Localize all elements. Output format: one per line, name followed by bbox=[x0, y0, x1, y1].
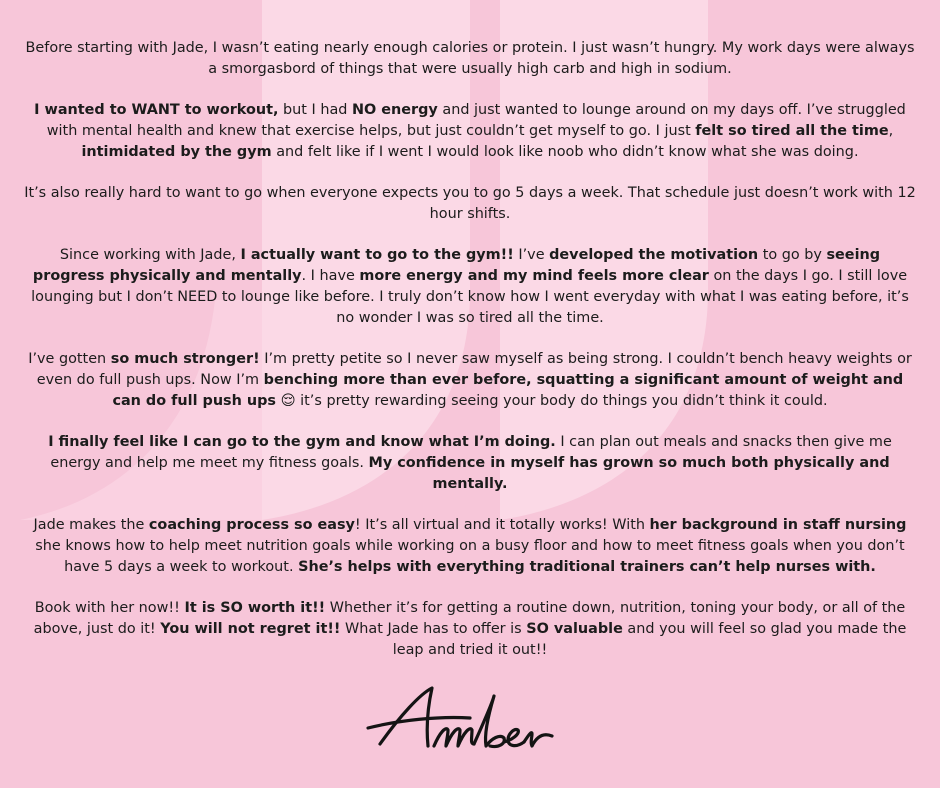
testimonial-paragraph bbox=[22, 38, 918, 80]
testimonial-paragraph bbox=[22, 515, 918, 578]
emphasis-text: You will not regret it!! bbox=[160, 621, 341, 637]
emphasis-text: so much stronger! bbox=[110, 351, 260, 367]
signature bbox=[360, 676, 580, 776]
body-text: I’m pretty petite so I never saw myself as being strong. I couldn’t bench heavy weights or even do full push ups. Now I’m bbox=[36, 351, 912, 388]
emphasis-text: She’s helps with everything traditional trainers can’t help nurses with. bbox=[298, 559, 876, 575]
emphasis-text: developed the motivation bbox=[549, 247, 759, 263]
body-text: Jade makes the bbox=[33, 517, 149, 533]
body-text: ! It’s all virtual and it totally works! With bbox=[354, 517, 650, 533]
emphasis-text: intimidated by the gym bbox=[81, 144, 272, 160]
emphasis-text: her background in staff nursing bbox=[649, 517, 907, 533]
body-text: on the days I go. I still love lounging but I don’t NEED to lounge like before. I truly don’t know how I went everyday with what I was eating before, it’s no wonder I was so tired all the time. bbox=[31, 268, 909, 326]
body-text: , bbox=[888, 123, 894, 139]
body-text: Before starting with Jade, I wasn’t eating nearly enough calories or protein. I just wasn’t hungry. My work days were always a smorgasbord of things that were usually high carb and high in sodium. bbox=[25, 40, 915, 77]
emphasis-text: I finally feel like I can go to the gym and know what I’m doing. bbox=[48, 434, 556, 450]
testimonial-paragraph bbox=[22, 100, 918, 163]
body-text: and you will feel so glad you made the leap and tried it out!! bbox=[392, 621, 907, 658]
body-text: she knows how to help meet nutrition goals while working on a busy floor and how to meet fitness goals when you don’t have 5 days a week to workout. bbox=[35, 538, 905, 575]
body-text: to go by bbox=[758, 247, 827, 263]
body-text: Whether it’s for getting a routine down, nutrition, toning your body, or all of the above, just do it! bbox=[33, 600, 906, 637]
emphasis-text: benching more than ever before, squatting a significant amount of weight and can do full push ups bbox=[112, 372, 904, 409]
body-text: What Jade has to offer is bbox=[340, 621, 527, 637]
body-text: Since working with Jade, bbox=[59, 247, 241, 263]
testimonial-paragraph bbox=[22, 183, 918, 225]
body-text: I can plan out meals and snacks then give me energy and help me meet my fitness goals. bbox=[50, 434, 892, 471]
body-text: Book with her now!! bbox=[34, 600, 185, 616]
body-text: . I have bbox=[301, 268, 360, 284]
testimonial-paragraph bbox=[22, 245, 918, 329]
body-text: and felt like if I went I would look like noob who didn’t know what she was doing. bbox=[271, 144, 859, 160]
body-text: I’ve gotten bbox=[28, 351, 111, 367]
emphasis-text: I actually want to go to the gym!! bbox=[240, 247, 514, 263]
body-text: It’s also really hard to want to go when everyone expects you to go 5 days a week. That schedule just doesn’t work with 12 hour shifts. bbox=[24, 185, 916, 222]
body-text: but I had bbox=[278, 102, 352, 118]
emphasis-text: SO valuable bbox=[526, 621, 623, 637]
emphasis-text: more energy and my mind feels more clear bbox=[359, 268, 709, 284]
emphasis-text: It is SO worth it!! bbox=[184, 600, 326, 616]
emphasis-text: I wanted to WANT to workout, bbox=[34, 102, 279, 118]
testimonial-paragraph bbox=[22, 432, 918, 495]
emphasis-text: seeing progress physically and mentally bbox=[32, 247, 881, 284]
body-text: I’ve bbox=[513, 247, 550, 263]
testimonial-paragraph bbox=[22, 349, 918, 412]
body-text: 😌 it’s pretty rewarding seeing your body do things you didn’t think it could. bbox=[276, 393, 828, 409]
emphasis-text: NO energy bbox=[351, 102, 438, 118]
body-text: and just wanted to lounge around on my days off. I’ve struggled with mental health and knew that exercise helps, but just couldn’t get myself to go. I just bbox=[46, 102, 906, 139]
emphasis-text: coaching process so easy bbox=[148, 517, 355, 533]
emphasis-text: felt so tired all the time bbox=[695, 123, 889, 139]
testimonial-paragraph bbox=[22, 598, 918, 661]
emphasis-text: My confidence in myself has grown so much both physically and mentally. bbox=[368, 455, 890, 492]
